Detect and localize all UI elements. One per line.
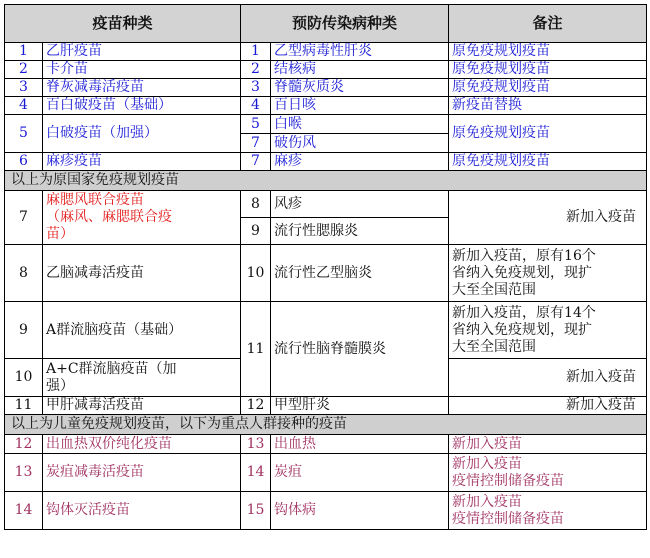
disease-name: 甲型肝炎 [271,397,449,415]
section-banner [5,415,647,435]
vaccine-name: 钩体灭活疫苗 [43,492,241,530]
vaccine-number: 12 [5,435,43,454]
vaccine-name-line: A+C群流脑疫苗（加 [46,360,177,377]
table-row [5,492,647,530]
remark: 原免疫规划疫苗 [449,43,647,61]
table-row [5,397,647,415]
vaccine-name: 乙脑减毒活疫苗 [43,245,241,302]
disease-number: 2 [241,61,271,79]
disease-name: 麻疹 [271,153,449,171]
disease-name: 炭疽 [271,454,449,492]
remark-line: 新加入疫苗，原有16个 [452,247,596,264]
vaccine-number: 6 [5,153,43,171]
disease-name: 出血热 [271,435,449,454]
disease-number: 10 [241,245,271,302]
disease-number: 11 [241,302,271,397]
vaccine-number: 9 [5,302,43,359]
vaccine-number: 3 [5,79,43,97]
disease-number: 5 [241,115,271,134]
remark: 原免疫规划疫苗 [449,61,647,79]
disease-number: 3 [241,79,271,97]
disease-number: 1 [241,43,271,61]
vaccine-number: 5 [5,115,43,153]
header-remark: 备注 [449,5,647,43]
vaccine-name [43,191,241,245]
banner-child-program: 以上为儿童免疫规划疫苗，以下为重点人群接种的疫苗 [5,415,647,435]
disease-name: 结核病 [271,61,449,79]
table-row [5,191,647,218]
disease-number: 8 [241,191,271,218]
remark-line: 疫情控制储备疫苗 [452,472,565,489]
disease-number: 7 [241,134,271,153]
vaccine-name: 麻疹疫苗 [43,153,241,171]
table-row [5,302,647,359]
vaccine-number: 7 [5,191,43,245]
vaccine-number: 4 [5,97,43,115]
remark [449,454,647,492]
disease-name: 破伤风 [271,134,449,153]
disease-name: 脊髓灰质炎 [271,79,449,97]
banner-original-program: 以上为原国家免疫规划疫苗 [5,171,647,191]
disease-number: 13 [241,435,271,454]
vaccine-name: A群流脑疫苗（基础） [43,302,241,359]
table-row [5,454,647,492]
table-row [5,153,647,171]
remark-line: 新加入疫苗，原有14个 [452,304,596,321]
vaccine-number: 13 [5,454,43,492]
remark-line: 新加入疫苗 [452,455,523,472]
vaccine-name: 炭疽减毒活疫苗 [43,454,241,492]
remark [449,302,647,359]
table-row [5,61,647,79]
disease-name: 流行性腮腺炎 [271,218,449,245]
header-disease: 预防传染病种类 [241,5,449,43]
header-row [5,5,647,43]
remark: 新疫苗替换 [449,97,647,115]
table-row [5,435,647,454]
remark-line: 省纳入免疫规划，现扩 [452,321,593,338]
disease-number: 12 [241,397,271,415]
remark: 新加入疫苗 [449,359,647,397]
vaccine-name-line: 麻腮风联合疫苗 [46,192,144,208]
remark [449,245,647,302]
disease-number: 9 [241,218,271,245]
section-banner [5,171,647,191]
disease-number: 4 [241,97,271,115]
vaccine-name: 百白破疫苗（基础） [43,97,241,115]
vaccine-name: 甲肝减毒活疫苗 [43,397,241,415]
disease-name: 乙型病毒性肝炎 [271,43,449,61]
disease-name: 白喉 [271,115,449,134]
vaccine-name: 乙肝疫苗 [43,43,241,61]
disease-name: 百日咳 [271,97,449,115]
table-row [5,97,647,115]
disease-number: 15 [241,492,271,530]
disease-name: 流行性脑脊髓膜炎 [271,302,449,397]
vaccine-number: 2 [5,61,43,79]
remark: 新加入疫苗 [449,397,647,415]
remark: 新加入疫苗 [449,435,647,454]
vaccine-name-line: 强） [46,377,74,394]
vaccine-number: 8 [5,245,43,302]
vaccine-number: 11 [5,397,43,415]
disease-name: 流行性乙型脑炎 [271,245,449,302]
remark-line: 省纳入免疫规划，现扩 [452,264,593,281]
vaccine-name: 卡介苗 [43,61,241,79]
disease-name: 钩体病 [271,492,449,530]
table-row [5,79,647,97]
vaccine-name-line: （麻风、麻腮联合疫 [46,209,172,225]
table-row [5,245,647,302]
disease-name: 风疹 [271,191,449,218]
remark: 原免疫规划疫苗 [449,153,647,171]
table-row [5,43,647,61]
vaccine-number: 14 [5,492,43,530]
vaccine-name: 白破疫苗（加强） [43,115,241,153]
vaccine-table [4,4,647,530]
vaccine-name-line: 苗） [46,226,74,242]
remark-line: 疫情控制储备疫苗 [452,510,565,527]
header-vaccine: 疫苗种类 [5,5,241,43]
remark [449,492,647,530]
vaccine-name [43,359,241,397]
table-row [5,115,647,134]
disease-number: 7 [241,153,271,171]
remark: 新加入疫苗 [449,191,647,245]
disease-number: 14 [241,454,271,492]
remark-line: 大至全国范围 [452,281,537,298]
vaccine-name: 脊灰减毒活疫苗 [43,79,241,97]
vaccine-number: 10 [5,359,43,397]
vaccine-name: 出血热双价纯化疫苗 [43,435,241,454]
vaccine-number: 1 [5,43,43,61]
remark: 原免疫规划疫苗 [449,79,647,97]
remark-line: 大至全国范围 [452,338,537,355]
remark-line: 新加入疫苗 [452,493,523,510]
remark: 原免疫规划疫苗 [449,115,647,153]
